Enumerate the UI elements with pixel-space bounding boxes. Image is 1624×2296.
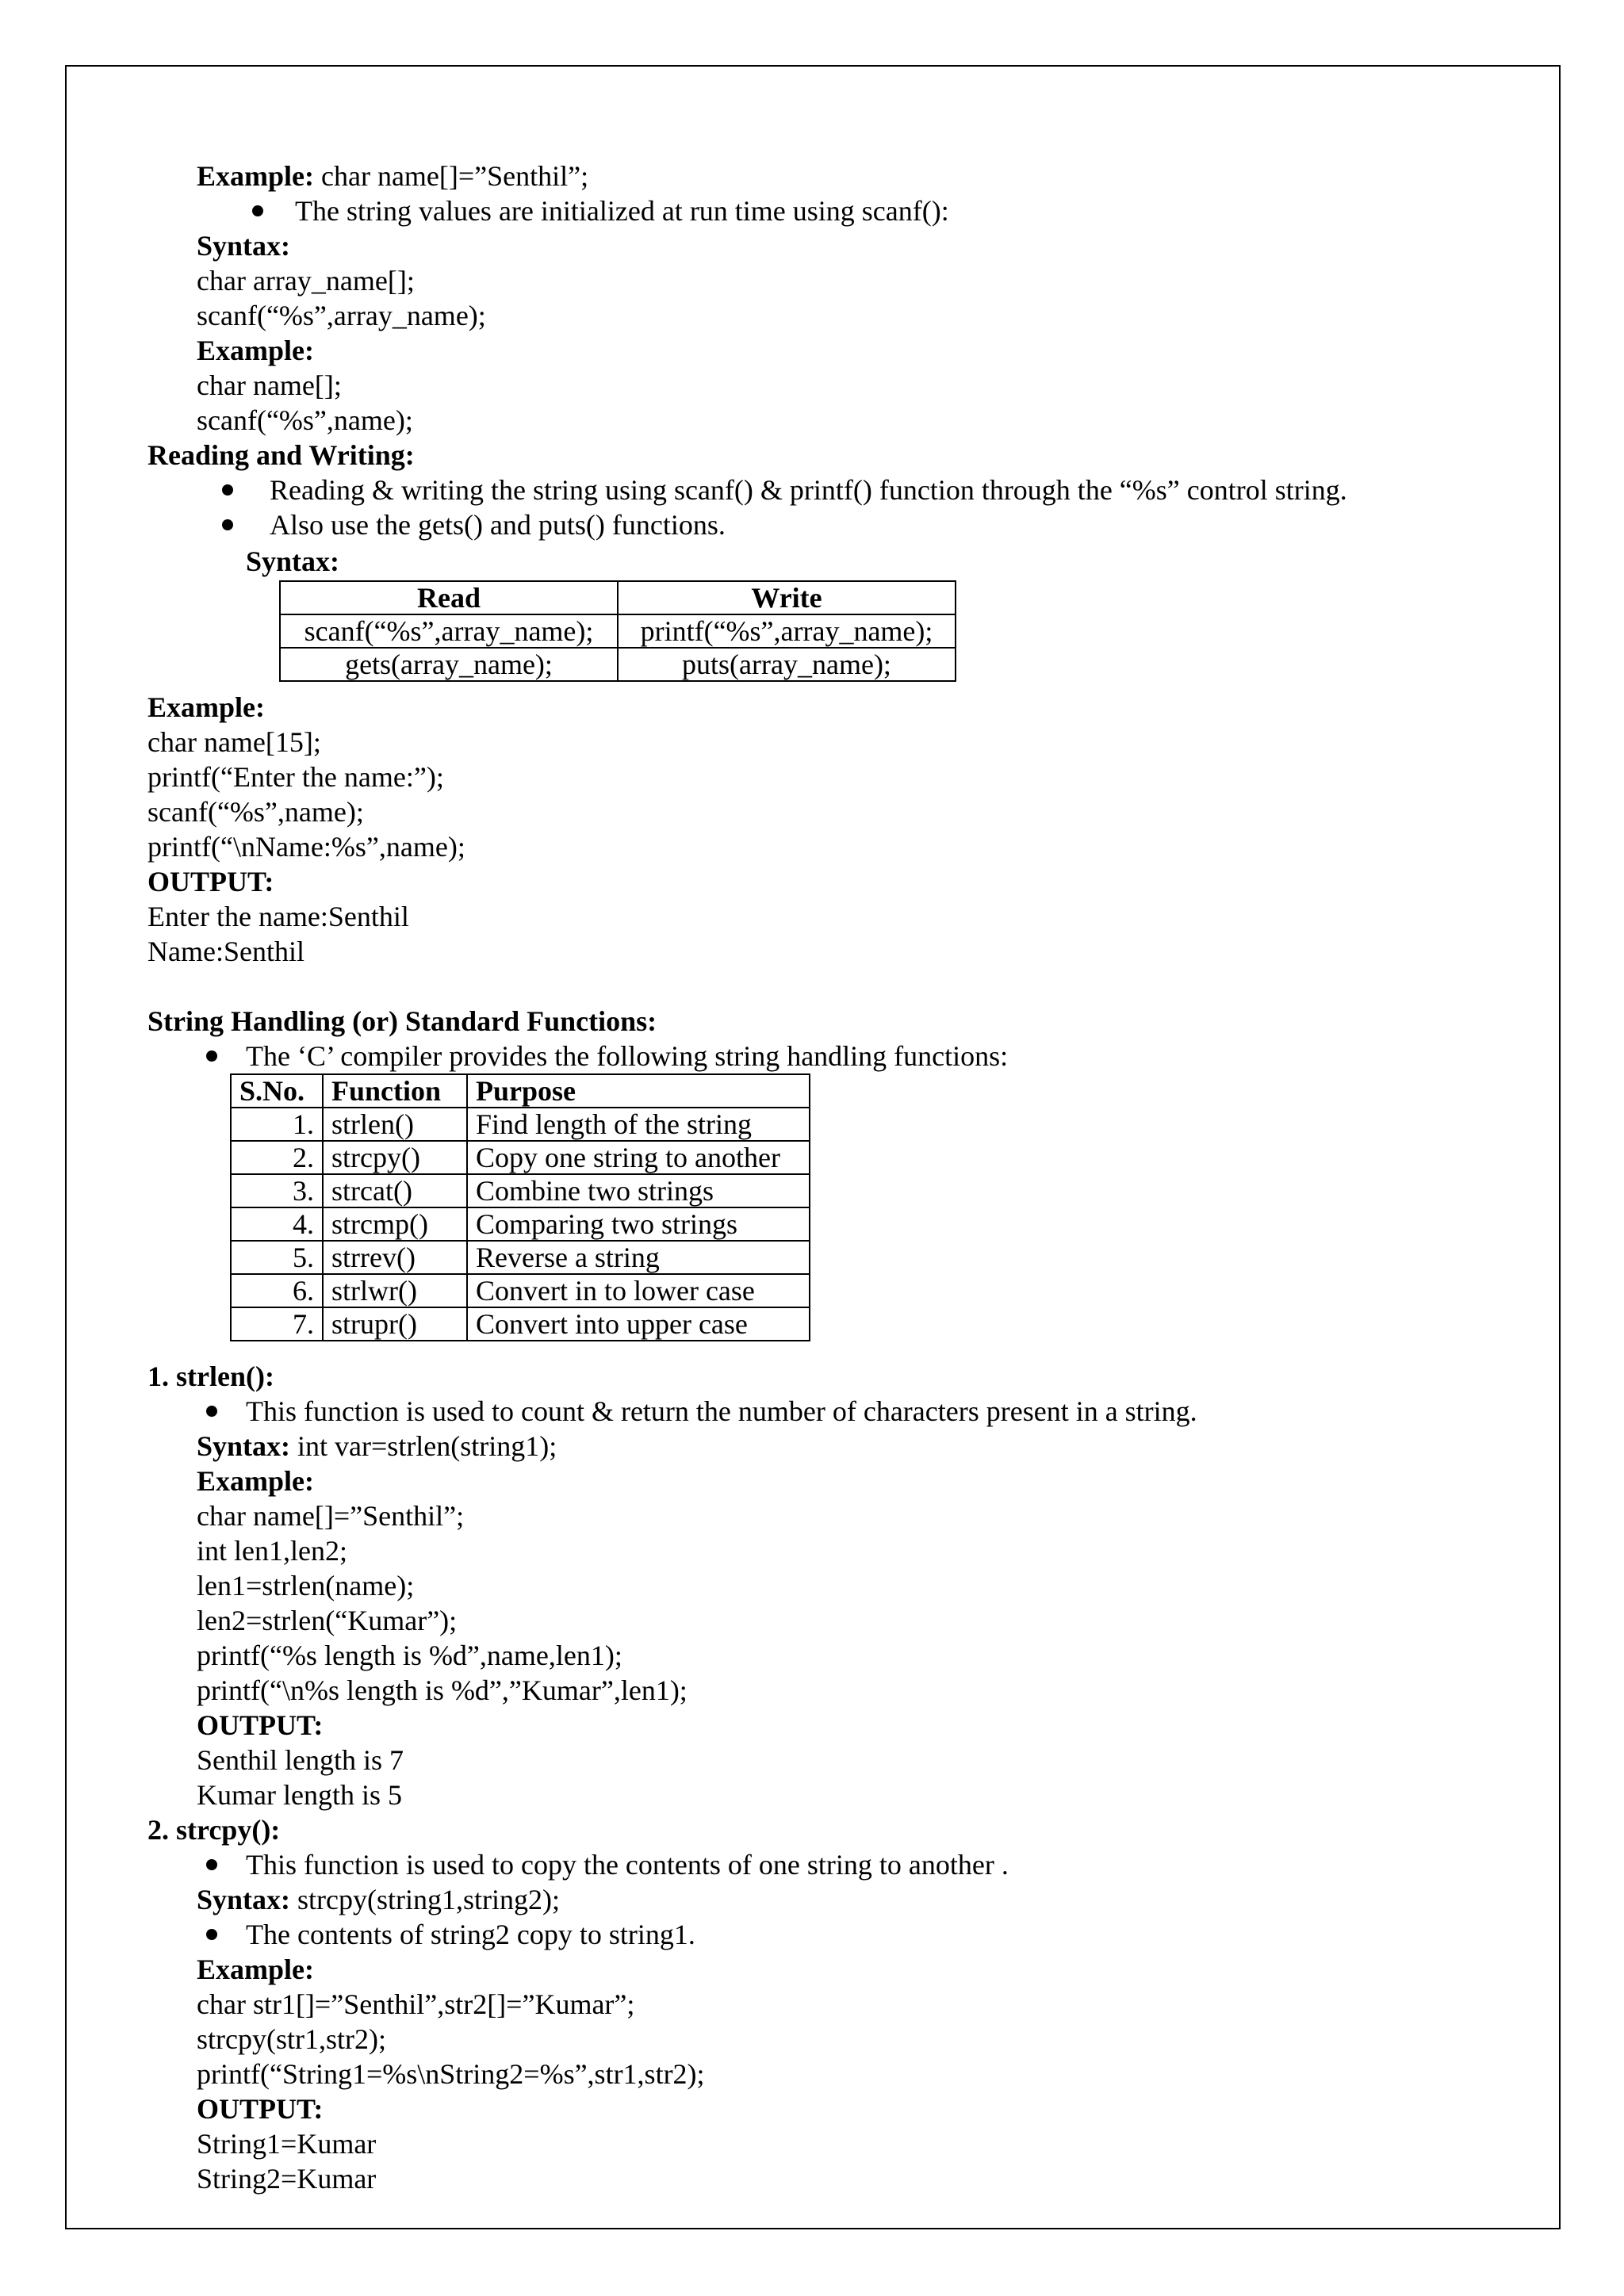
output-label: OUTPUT: xyxy=(197,2093,324,2125)
bullet-icon xyxy=(222,484,233,496)
output-line: Enter the name:Senthil xyxy=(147,901,409,932)
code-line: char name[]=”Senthil”; xyxy=(197,1500,465,1532)
string-functions-heading: String Handling (or) Standard Functions: xyxy=(147,1005,657,1037)
table-cell: 3. xyxy=(231,1174,323,1207)
syntax-table xyxy=(279,580,956,682)
table-cell: strrev() xyxy=(323,1241,467,1274)
table-row xyxy=(231,1307,810,1341)
bullet-icon xyxy=(206,1929,217,1940)
output-label: OUTPUT: xyxy=(147,866,274,897)
table-cell: Reverse a string xyxy=(467,1241,810,1274)
table-cell: Copy one string to another xyxy=(467,1141,810,1174)
table-row xyxy=(231,1174,810,1207)
table-cell: scanf(“%s”,array_name); xyxy=(280,614,618,648)
code-line: printf(“\n%s length is %d”,”Kumar”,len1); xyxy=(197,1674,688,1706)
strcpy-example-label: Example: xyxy=(197,1954,314,1985)
strlen-syntax-line xyxy=(197,1429,557,1464)
table-cell: printf(“%s”,array_name); xyxy=(618,614,956,648)
table-cell: strcmp() xyxy=(323,1207,467,1241)
strcpy-heading: 2. strcpy(): xyxy=(147,1814,281,1846)
table-row xyxy=(231,1207,810,1241)
table-row xyxy=(231,1241,810,1274)
intro-example-text: char name[]=”Senthil”; xyxy=(314,160,589,192)
table-cell: strupr() xyxy=(323,1307,467,1341)
table-cell: Convert into upper case xyxy=(467,1307,810,1341)
code-line: printf(“Enter the name:”); xyxy=(147,761,444,793)
bullet-icon xyxy=(206,1050,217,1062)
table-cell: 7. xyxy=(231,1307,323,1341)
reading-writing-example-label: Example: xyxy=(147,691,265,723)
table-row xyxy=(280,614,956,648)
code-line: char name[15]; xyxy=(147,726,321,758)
table-row xyxy=(280,648,956,681)
bullet-icon xyxy=(252,205,263,216)
output-line: String2=Kumar xyxy=(197,2163,377,2195)
table-header-row xyxy=(280,581,956,614)
table-cell: Comparing two strings xyxy=(467,1207,810,1241)
string-functions-bullet: The ‘C’ compiler provides the following string handling functions: xyxy=(246,1040,1009,1072)
table-cell: Combine two strings xyxy=(467,1174,810,1207)
table-row xyxy=(231,1141,810,1174)
reading-writing-bullet: Reading & writing the string using scanf() & printf() function through the “%s” control string. xyxy=(270,474,1347,506)
code-line: len2=strlen(“Kumar”); xyxy=(197,1605,458,1636)
table-cell: 6. xyxy=(231,1274,323,1307)
strlen-syntax-label: Syntax: xyxy=(197,1430,291,1462)
table-row xyxy=(231,1108,810,1141)
reading-writing-heading: Reading and Writing: xyxy=(147,439,415,471)
table-cell: strlwr() xyxy=(323,1274,467,1307)
table-cell: strcat() xyxy=(323,1174,467,1207)
table-cell: 2. xyxy=(231,1141,323,1174)
table-cell: 5. xyxy=(231,1241,323,1274)
intro-syntax-line: char array_name[]; xyxy=(197,265,415,297)
table-header-cell: Function xyxy=(323,1074,467,1108)
code-line: len1=strlen(name); xyxy=(197,1570,415,1601)
reading-writing-syntax-label: Syntax: xyxy=(246,545,340,577)
table-cell: 4. xyxy=(231,1207,323,1241)
bullet-icon xyxy=(206,1859,217,1870)
intro-example2-label: Example: xyxy=(197,335,314,366)
table-row xyxy=(231,1274,810,1307)
table-cell: strcpy() xyxy=(323,1141,467,1174)
code-line: char str1[]=”Senthil”,str2[]=”Kumar”; xyxy=(197,1988,635,2020)
strlen-bullet: This function is used to count & return the number of characters present in a string. xyxy=(246,1395,1197,1427)
output-line: Name:Senthil xyxy=(147,936,304,967)
output-line: Senthil length is 7 xyxy=(197,1744,404,1776)
intro-example-line xyxy=(197,159,588,193)
strlen-heading: 1. strlen(): xyxy=(147,1360,274,1392)
strcpy-bullet: The contents of string2 copy to string1. xyxy=(246,1919,695,1950)
code-line: int len1,len2; xyxy=(197,1535,347,1567)
strcpy-bullet: This function is used to copy the contents of one string to another . xyxy=(246,1849,1009,1881)
table-cell: 1. xyxy=(231,1108,323,1141)
table-header-cell: Write xyxy=(618,581,956,614)
output-line: Kumar length is 5 xyxy=(197,1779,402,1811)
strlen-example-label: Example: xyxy=(197,1465,314,1497)
intro-bullet-text: The string values are initialized at run time using scanf(): xyxy=(295,195,949,227)
intro-syntax-line: scanf(“%s”,array_name); xyxy=(197,300,486,331)
intro-syntax-label: Syntax: xyxy=(197,230,291,262)
table-cell: gets(array_name); xyxy=(280,648,618,681)
code-line: printf(“\nName:%s”,name); xyxy=(147,831,465,863)
strcpy-syntax-label: Syntax: xyxy=(197,1884,291,1915)
intro-example-label: Example: xyxy=(197,160,314,192)
code-line: printf(“String1=%s\nString2=%s”,str1,str2); xyxy=(197,2058,705,2090)
strcpy-syntax-line xyxy=(197,1882,560,1917)
code-line: strcpy(str1,str2); xyxy=(197,2023,386,2055)
table-cell: Convert in to lower case xyxy=(467,1274,810,1307)
code-line: printf(“%s length is %d”,name,len1); xyxy=(197,1640,622,1671)
strcpy-syntax-text: strcpy(string1,string2); xyxy=(290,1884,560,1915)
table-header-cell: Read xyxy=(280,581,618,614)
intro-example2-line: scanf(“%s”,name); xyxy=(197,404,413,436)
bullet-icon xyxy=(222,519,233,530)
code-line: scanf(“%s”,name); xyxy=(147,796,364,828)
reading-writing-bullet: Also use the gets() and puts() functions. xyxy=(270,509,726,541)
table-cell: strlen() xyxy=(323,1108,467,1141)
strlen-syntax-text: int var=strlen(string1); xyxy=(290,1430,557,1462)
output-label: OUTPUT: xyxy=(197,1709,324,1741)
table-header-row xyxy=(231,1074,810,1108)
table-header-cell: S.No. xyxy=(231,1074,323,1108)
table-header-cell: Purpose xyxy=(467,1074,810,1108)
string-functions-table xyxy=(230,1073,810,1341)
table-cell: Find length of the string xyxy=(467,1108,810,1141)
table-cell: puts(array_name); xyxy=(618,648,956,681)
bullet-icon xyxy=(206,1406,217,1417)
output-line: String1=Kumar xyxy=(197,2128,377,2160)
intro-example2-line: char name[]; xyxy=(197,369,342,401)
